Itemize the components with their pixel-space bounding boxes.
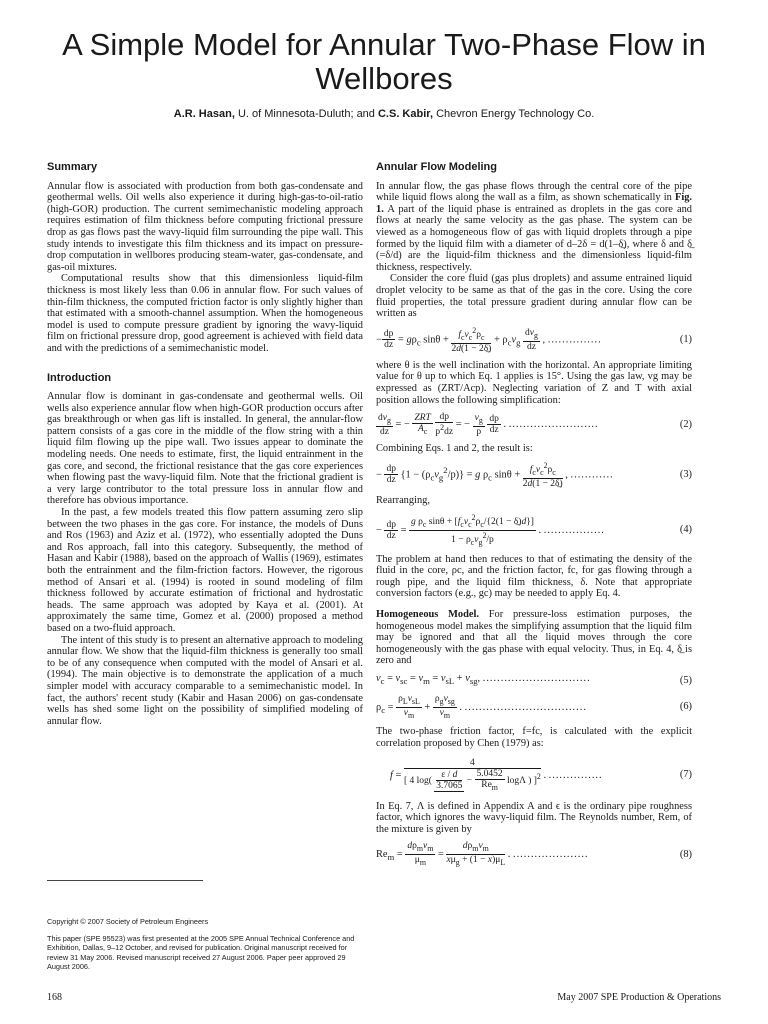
introduction-heading: Introduction [47, 371, 112, 384]
homogeneous-model-text: For pressure-loss estimation purposes, the homogeneous model makes the simplifying assumption that the liquid film may be ignored and that all the liquid moves through the core homogeneously with the gas phase with equal velocity. Thus, in Eq. 4, δ̲ is zero and [376, 609, 692, 667]
page-number: 168 [47, 992, 62, 1003]
annular-paragraph-5: Rearranging, [376, 494, 430, 506]
summary-paragraph-1: Annular flow is associated with production from both gas-condensate and geothermal wells. Oil wells also experience it during high-gas-to-oil-ratio (high-GOR) production. The current semimechanistic modeling approach requires estimation of film thickness before computing frictional pressure drop as gas flows past the wavy-liquid film surrounding the pipe wall. This study intends to investigate this film thickness and its impact on pressure-drop computation in wellbores producing steam-water, gas-condensate, and gas-oil mixtures. [47, 180, 363, 273]
annular-paragraph-2: Consider the core fluid (gas plus droplets) and assume entrained liquid droplet velocity to be same as that of the gas in the core. Using the core fluid properties, the total pressure gradient during annular flow can be written as [376, 273, 692, 320]
annular-p1-text-a: In annular flow, the gas phase flows through the central core of the pipe while liquid flows along the wall as a film, as shown schematically in [376, 180, 692, 204]
annular-paragraph-9: In Eq. 7, Λ is defined in Appendix A and ϵ is the ordinary pipe roughness factor, which ignores the wavy-liquid film. The Reynolds number, Rem, of the mixture is given by [376, 800, 692, 835]
intro-paragraph-2: In the past, a few models treated this flow pattern assuming zero slip between the two phases in the gas core. For instance, the models of Duns and Ros (1963) and Aziz et al. (1972), who essentially adopted the Duns and Ros approach, fall into this category. Subsequently, the method of Hasan and Kabir (1988), based on the approach of Wallis (1969), estimates both the entrainment and the film-friction factors. However, the rigorous method of Ansari et al. (1994) is rooted in sound modeling of film thickness followed by accurate estimation of frictional and hydrostatic heads. The same approach was adopted by Kaya et al. (2001). At approximately the same time, Gomez et al. (2000) proposed a method based on a two-fluid approach. [47, 507, 363, 634]
author-kabir: C.S. Kabir, [377, 108, 434, 120]
equation-4-number: (4) [679, 524, 692, 536]
equation-2: $dv_g$ dz = − ZRT $A_c$ $\frac{dp}{p^2dz}$ = − $\frac{v_g}{p}$ $\frac{dp}{dz}$ . ......................... (2) [378, 412, 692, 438]
annular-paragraph-6: The problem at hand then reduces to that of estimating the density of the fluid in the core, ρc, and the friction factor, fc, for gas flowing through a rough pipe, and the liquid film thickness, δ. Note that appropriate conversion factors (e.g., gc) may be needed to apply Eq. 4. [376, 553, 692, 600]
annular-heading: Annular Flow Modeling [376, 161, 497, 173]
annular-paragraph-1 [376, 181, 692, 274]
homogeneous-model-label: Homogeneous Model. [376, 609, 479, 620]
annular-paragraph-4: Combining Eqs. 1 and 2, the result is: [376, 443, 533, 455]
footnote [47, 917, 363, 972]
affiliation-kabir: Chevron Energy Technology Co. [436, 108, 595, 120]
summary-heading: Summary [47, 161, 98, 173]
summary-paragraph-2: Computational results show that this dimensionless liquid-film thickness is most likely less than 0.06 in annular flow. For such values of thin-film thickness, the computed friction factor is only slightly higher than that estimated with a smooth-channel assumption. When the homogeneous model is used to compute pressure gradient by ignoring the wavy-liquid film on frictional pressure drop, good agreement is achieved with field data and with the predictions of a semimechanistic model. [47, 273, 363, 354]
equation-6: $\rho_c$ = $\rho_Lv_{sL}$ $v_m$ + $\rho_gv_{sg}$ $v_m$ . .................................. (6) [376, 693, 692, 720]
annular-p1-text-b: A part of the liquid phase is entrained as droplets in the gas core and flows at nearly the same velocity as the gas phase. The system can be viewed as a homogeneous flow of gas with liquid droplets through a pipe formed by the liquid film with a diameter of d–2δ = d(1–δ̲), where δ and δ̲ (=δ/d) are the liquid-film thickness and the dimensionless liquid-film thickness, respectively. [376, 203, 692, 273]
journal-footer: May 2007 SPE Production & Operations [557, 992, 721, 1003]
paper-history: This paper (SPE 95523) was first presented at the 2005 SPE Annual Technical Conference and Exhibition, Dallas, 9–12 October, and revised for publication. Original manuscript received for review 31 May 2006. Revised manuscript received 27 August 2006. Paper peer approved 29 August 2006. [47, 933, 355, 972]
equation-8-number: (8) [679, 848, 692, 860]
copyright-notice: Copyright © 2007 Society of Petroleum Engineers [47, 917, 209, 926]
equation-5-number: (5) [679, 674, 692, 686]
equation-2-number: (2) [679, 418, 692, 430]
equation-1: − $\frac{dp}{dz}$ = $g\rho_c$ sinθ + $f_cv_c^2\rho_c$ 2d(1 − 2δ̲) + $\rho_cv_g$ $dv_g$ dz , ............... (1) [376, 325, 692, 354]
annular-paragraph-3: where θ is the well inclination with the horizontal. An appropriate limiting value for θ up to which Eq. 1 applies is 15°. Using the gas law, vg may be expressed as (ZRT/Acp). Neglecting variation of Z and T with axial position allows the following simplification: [376, 359, 692, 406]
affiliation-hasan: U. of Minnesota-Duluth; and [237, 108, 375, 120]
intro-paragraph-1: Annular flow is dominant in gas-condensate and geothermal wells. Oil wells also experience annular flow when high-GOR production occurs after gas breakthrough or when gas lift is installed. In general, the annular-flow pattern consists of a gas core in the middle of the flow string with a thin liquid film flowing up the pipe wall. Two issues appear to dominate the modeling needs. One needs to estimate, first, the liquid entrainment in the gas core, and second, the frictional resistance that the gas core experiences when flowing past the wavy-liquid film. Note that the frictional gradient is a very large contributor to the total pressure loss in annular flow and therefore has obvious importance. [47, 391, 363, 507]
intro-paragraph-3: The intent of this study is to present an alternative approach to modeling annular flow. We show that the liquid-film thickness is generally too small to be of any consequence when computed with the model of Ansari et al. (1994). The main objective is to demonstrate the application of a much simpler model with accuracy comparable to a semimechanistic model. In fact, the authors' recent study (Kabir and Hasan 2006) on gas-condensate wells has shed some light on the possibility of simplified modeling of annular flow. [47, 634, 363, 727]
equation-4: − $\frac{dp}{dz}$ = g $\rho_c$ $\sin\theta + [f_cv_c^2\rho_c/\{2(1$ − δ̲)d}] $1 - \rho_cv_g^2/p$ . ................. (4) [376, 512, 692, 547]
equation-5: $v_c = v_{sc} = v_m = v_{sL} + v_{sg}$, .............................. (5) [376, 672, 692, 687]
equation-3-number: (3) [679, 469, 692, 481]
homogeneous-model-paragraph [376, 609, 692, 667]
paper-title: A Simple Model for Annular Two-Phase Flow in Wellbores [62, 27, 706, 96]
footnote-rule [47, 880, 203, 881]
author-line [40, 108, 728, 120]
equation-7: f = 4 [ 4 log( $\frac{\varepsilon / d}{3.7065}$ − 5.0452 $Re_m$ logΛ ) ]$^2$ . ............... (7) [390, 757, 692, 792]
equation-6-number: (6) [679, 701, 692, 713]
annular-paragraph-8: The two-phase friction factor, f=fc, is calculated with the explicit correlation proposed by Chen (1979) as: [376, 726, 692, 750]
equation-3: − $\frac{dp}{dz}$ $\{1 - (\rho_cv_g^2/p)\} = g$ $\rho_c$ sinθ + $f_cv_c^2\rho_c$ 2d(1 − 2δ̲) , ............ (3) [376, 460, 692, 489]
right-column [376, 162, 692, 874]
equation-7-number: (7) [679, 769, 692, 781]
left-column [47, 162, 363, 727]
author-hasan: A.R. Hasan, [173, 108, 235, 120]
equation-1-number: (1) [679, 333, 692, 345]
figure-1-reference[interactable]: Fig. 1. [376, 192, 692, 215]
equation-8: $Re_m$ = $d\rho_mv_m$ $\mu_m$ = $d\rho_mv_m$ $x\mu_g + (1 - x)\mu_L$ . ..................... (8) [376, 841, 692, 868]
